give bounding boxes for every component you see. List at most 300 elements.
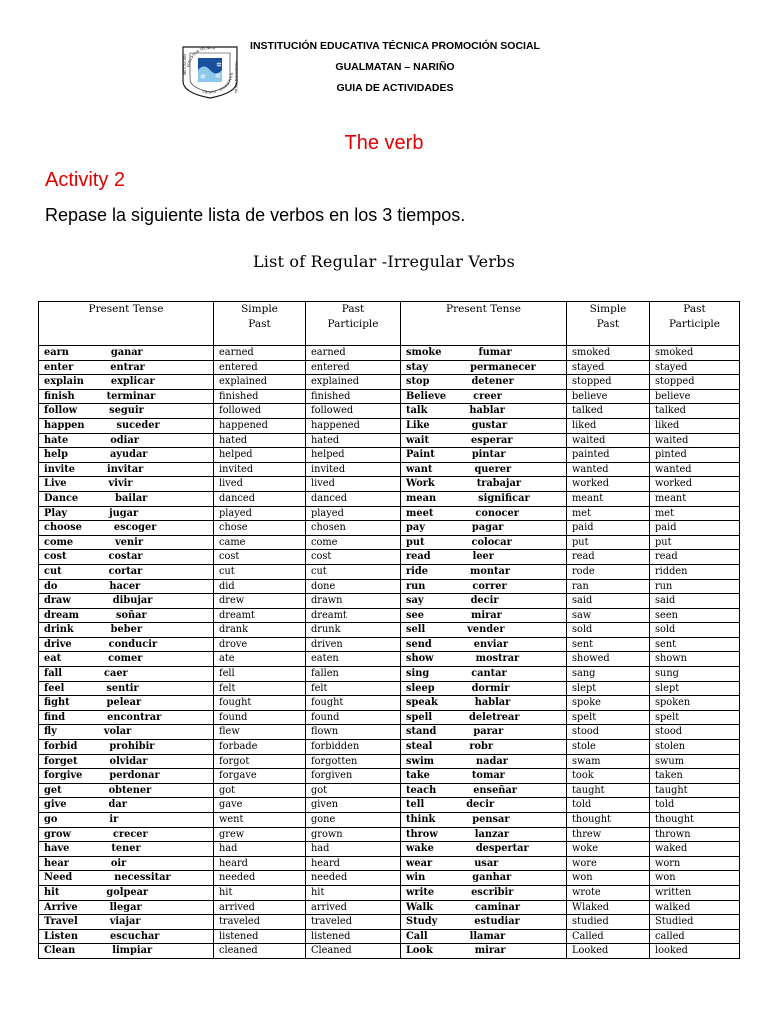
- present-tense-cell: [39, 360, 214, 375]
- present-tense-cell: [39, 842, 214, 857]
- present-tense-cell: [401, 710, 567, 725]
- spanish-translation: cortar: [108, 565, 143, 577]
- simple-past-cell: wrote: [567, 885, 650, 900]
- column-header-present-tense: [401, 302, 567, 346]
- svg-text:INSTITUCIÓN: INSTITUCIÓN: [183, 54, 187, 75]
- spanish-translation: cantar: [471, 668, 507, 680]
- spanish-translation: prohibir: [109, 741, 155, 753]
- past-participle-cell: Studied: [650, 915, 740, 930]
- past-participle-cell: called: [650, 929, 740, 944]
- past-participle-cell: forbidden: [306, 740, 401, 755]
- past-participle-cell: come: [306, 535, 401, 550]
- table-row: [39, 389, 740, 404]
- past-participle-cell: worked: [650, 477, 740, 492]
- past-participle-cell: written: [650, 885, 740, 900]
- present-tense-cell: [401, 754, 567, 769]
- past-participle-cell: lived: [306, 477, 401, 492]
- table-row: [39, 725, 740, 740]
- past-participle-cell: shown: [650, 652, 740, 667]
- simple-past-cell: ate: [214, 652, 306, 667]
- column-header-simple-past: [567, 302, 650, 346]
- simple-past-cell: listened: [214, 929, 306, 944]
- simple-past-cell: worked: [567, 477, 650, 492]
- present-tense-cell: [401, 448, 567, 463]
- past-participle-cell: meant: [650, 491, 740, 506]
- table-row: [39, 506, 740, 521]
- present-tense-cell: [401, 783, 567, 798]
- present-tense-cell: [401, 564, 567, 579]
- svg-text:✲: ✲: [216, 61, 222, 69]
- present-tense-cell: [39, 754, 214, 769]
- present-tense-cell: [401, 521, 567, 536]
- simple-past-cell: drank: [214, 623, 306, 638]
- english-verb: follow: [44, 405, 78, 417]
- simple-past-cell: got: [214, 783, 306, 798]
- simple-past-cell: stole: [567, 740, 650, 755]
- english-verb: find: [44, 711, 66, 723]
- past-participle-cell: dreamt: [306, 608, 401, 623]
- spanish-translation: necessitar: [114, 872, 171, 884]
- simple-past-cell: grew: [214, 827, 306, 842]
- present-tense-cell: [39, 477, 214, 492]
- english-verb: give: [44, 799, 67, 811]
- spanish-translation: limpiar: [112, 945, 153, 957]
- past-participle-cell: Cleaned: [306, 944, 401, 959]
- column-header-line: Present Tense: [446, 303, 521, 315]
- spanish-translation: escuchar: [110, 930, 160, 942]
- spanish-translation: oir: [110, 857, 127, 869]
- english-verb: eat: [44, 653, 62, 665]
- english-verb: come: [44, 536, 74, 548]
- simple-past-cell: spelt: [567, 710, 650, 725]
- spanish-translation: correr: [472, 580, 507, 592]
- column-header-line: Participle: [669, 317, 720, 330]
- simple-past-cell: stopped: [567, 375, 650, 390]
- past-participle-cell: arrived: [306, 900, 401, 915]
- present-tense-cell: [401, 740, 567, 755]
- spanish-translation: viajar: [109, 916, 141, 928]
- spanish-translation: caminar: [475, 901, 521, 913]
- english-verb: Listen: [44, 930, 79, 942]
- english-verb: explain: [44, 376, 84, 388]
- simple-past-cell: meant: [567, 491, 650, 506]
- column-header-simple-past: [214, 302, 306, 346]
- english-verb: tell: [406, 799, 425, 811]
- present-tense-cell: [401, 375, 567, 390]
- simple-past-cell: won: [567, 871, 650, 886]
- english-verb: throw: [406, 828, 438, 840]
- spanish-translation: volar: [103, 726, 132, 738]
- past-participle-cell: fought: [306, 696, 401, 711]
- simple-past-cell: finished: [214, 389, 306, 404]
- present-tense-cell: [39, 462, 214, 477]
- simple-past-cell: read: [567, 550, 650, 565]
- present-tense-cell: [401, 652, 567, 667]
- english-verb: Clean: [44, 945, 76, 957]
- spanish-translation: soñar: [115, 609, 147, 621]
- present-tense-cell: [39, 813, 214, 828]
- present-tense-cell: [401, 462, 567, 477]
- spanish-translation: detener: [471, 376, 514, 388]
- spanish-translation: perdonar: [109, 770, 160, 782]
- present-tense-cell: [401, 725, 567, 740]
- simple-past-cell: Looked: [567, 944, 650, 959]
- spanish-translation: trabajar: [476, 478, 521, 490]
- english-verb: hate: [44, 434, 69, 446]
- present-tense-cell: [39, 375, 214, 390]
- simple-past-cell: stayed: [567, 360, 650, 375]
- spanish-translation: ganhar: [472, 872, 512, 884]
- present-tense-cell: [401, 871, 567, 886]
- present-tense-cell: [39, 725, 214, 740]
- english-verb: choose: [44, 522, 82, 534]
- english-verb: Paint: [406, 449, 435, 461]
- english-verb: get: [44, 784, 62, 796]
- simple-past-cell: danced: [214, 491, 306, 506]
- present-tense-cell: [39, 448, 214, 463]
- past-participle-cell: stayed: [650, 360, 740, 375]
- simple-past-cell: arrived: [214, 900, 306, 915]
- present-tense-cell: [401, 535, 567, 550]
- spanish-translation: golpear: [106, 886, 149, 898]
- simple-past-cell: happened: [214, 418, 306, 433]
- english-verb: have: [44, 843, 70, 855]
- past-participle-cell: slept: [650, 681, 740, 696]
- simple-past-cell: invited: [214, 462, 306, 477]
- spanish-translation: hablar: [469, 405, 505, 417]
- svg-text:✲: ✲: [200, 73, 206, 81]
- spanish-translation: hacer: [109, 580, 141, 592]
- simple-past-cell: forgot: [214, 754, 306, 769]
- past-participle-cell: given: [306, 798, 401, 813]
- past-participle-cell: waited: [650, 433, 740, 448]
- past-participle-cell: forgiven: [306, 769, 401, 784]
- simple-past-cell: swam: [567, 754, 650, 769]
- present-tense-cell: [401, 579, 567, 594]
- past-participle-cell: thought: [650, 813, 740, 828]
- spanish-translation: creer: [473, 390, 502, 402]
- english-verb: see: [406, 609, 424, 621]
- english-verb: Live: [44, 478, 67, 490]
- english-verb: steal: [406, 741, 433, 753]
- english-verb: Like: [406, 419, 430, 431]
- simple-past-cell: sent: [567, 637, 650, 652]
- past-participle-cell: got: [306, 783, 401, 798]
- column-header-line: Past: [596, 317, 620, 330]
- past-participle-cell: looked: [650, 944, 740, 959]
- spanish-translation: usar: [474, 857, 499, 869]
- simple-past-cell: did: [214, 579, 306, 594]
- spanish-translation: ganar: [110, 347, 143, 358]
- past-participle-cell: danced: [306, 491, 401, 506]
- simple-past-cell: cut: [214, 564, 306, 579]
- spanish-translation: fumar: [478, 347, 512, 358]
- english-verb: fall: [44, 668, 63, 680]
- column-header-line: Participle: [327, 317, 379, 330]
- english-verb: Play: [44, 507, 68, 519]
- past-participle-cell: eaten: [306, 652, 401, 667]
- present-tense-cell: [401, 418, 567, 433]
- simple-past-cell: painted: [567, 448, 650, 463]
- table-row: [39, 418, 740, 433]
- spanish-translation: vivir: [108, 478, 133, 490]
- spanish-translation: vender: [467, 624, 505, 636]
- past-participle-cell: heard: [306, 856, 401, 871]
- simple-past-cell: spoke: [567, 696, 650, 711]
- english-verb: teach: [406, 784, 437, 796]
- simple-past-cell: found: [214, 710, 306, 725]
- present-tense-cell: [401, 550, 567, 565]
- simple-past-cell: thought: [567, 813, 650, 828]
- simple-past-cell: cleaned: [214, 944, 306, 959]
- past-participle-cell: played: [306, 506, 401, 521]
- table-row: [39, 652, 740, 667]
- present-tense-cell: [39, 521, 214, 536]
- spanish-translation: parar: [473, 726, 504, 738]
- table-row: [39, 783, 740, 798]
- table-row: [39, 667, 740, 682]
- present-tense-cell: [401, 433, 567, 448]
- english-verb: want: [406, 463, 433, 475]
- spanish-translation: terminar: [106, 390, 156, 402]
- past-participle-cell: done: [306, 579, 401, 594]
- svg-text:EDUCATIVA TÉCNICA: EDUCATIVA TÉCNICA: [186, 45, 216, 68]
- english-verb: forgive: [44, 770, 83, 782]
- spanish-translation: invitar: [107, 463, 144, 475]
- present-tense-cell: [401, 856, 567, 871]
- english-verb: Need: [44, 872, 73, 884]
- simple-past-cell: had: [214, 842, 306, 857]
- past-participle-cell: listened: [306, 929, 401, 944]
- page-title: The verb: [344, 132, 424, 154]
- table-row: [39, 594, 740, 609]
- table-row: [39, 871, 740, 886]
- past-participle-cell: traveled: [306, 915, 401, 930]
- spanish-translation: mirar: [474, 945, 506, 957]
- english-verb: Arrive: [44, 901, 78, 913]
- past-participle-cell: finished: [306, 389, 401, 404]
- table-row: [39, 462, 740, 477]
- english-verb: draw: [44, 595, 71, 607]
- simple-past-cell: drove: [214, 637, 306, 652]
- table-row: [39, 550, 740, 565]
- simple-past-cell: gave: [214, 798, 306, 813]
- spanish-translation: sentir: [106, 682, 139, 694]
- spanish-translation: obtener: [108, 784, 152, 796]
- simple-past-cell: said: [567, 594, 650, 609]
- present-tense-cell: [401, 491, 567, 506]
- table-row: [39, 346, 740, 361]
- table-row: [39, 433, 740, 448]
- spanish-translation: venir: [115, 536, 144, 548]
- past-participle-cell: taught: [650, 783, 740, 798]
- english-verb: sing: [406, 668, 430, 680]
- english-verb: Dance: [44, 492, 79, 504]
- spanish-translation: dormir: [471, 682, 510, 694]
- simple-past-cell: entered: [214, 360, 306, 375]
- present-tense-cell: [39, 827, 214, 842]
- table-row: [39, 813, 740, 828]
- simple-past-cell: Wlaked: [567, 900, 650, 915]
- simple-past-cell: sold: [567, 623, 650, 638]
- simple-past-cell: flew: [214, 725, 306, 740]
- past-participle-cell: felt: [306, 681, 401, 696]
- past-participle-cell: taken: [650, 769, 740, 784]
- english-verb: talk: [406, 405, 428, 417]
- past-participle-cell: needed: [306, 871, 401, 886]
- spanish-translation: caer: [104, 668, 128, 680]
- simple-past-cell: smoked: [567, 346, 650, 361]
- school-header: [228, 36, 562, 99]
- past-participle-cell: met: [650, 506, 740, 521]
- spanish-translation: estudiar: [474, 916, 520, 928]
- spanish-translation: pagar: [471, 522, 504, 534]
- simple-past-cell: played: [214, 506, 306, 521]
- present-tense-cell: [39, 594, 214, 609]
- english-verb: mean: [406, 492, 437, 504]
- present-tense-cell: [39, 550, 214, 565]
- present-tense-cell: [401, 346, 567, 361]
- english-verb: win: [406, 872, 426, 884]
- column-header-line: Present Tense: [88, 303, 164, 315]
- past-participle-cell: hit: [306, 885, 401, 900]
- simple-past-cell: drew: [214, 594, 306, 609]
- spanish-translation: dibujar: [112, 595, 153, 607]
- past-participle-cell: sent: [650, 637, 740, 652]
- past-participle-cell: explained: [306, 375, 401, 390]
- past-participle-cell: won: [650, 871, 740, 886]
- activity-heading: Activity 2: [45, 169, 126, 191]
- simple-past-cell: wanted: [567, 462, 650, 477]
- simple-past-cell: woke: [567, 842, 650, 857]
- simple-past-cell: taught: [567, 783, 650, 798]
- table-row: [39, 608, 740, 623]
- english-verb: write: [406, 886, 435, 898]
- spanish-translation: entrar: [110, 361, 145, 373]
- past-participle-cell: chosen: [306, 521, 401, 536]
- present-tense-cell: [39, 506, 214, 521]
- spanish-translation: ayudar: [109, 449, 148, 461]
- spanish-translation: odiar: [110, 434, 139, 446]
- table-row: [39, 535, 740, 550]
- english-verb: ride: [406, 565, 428, 577]
- present-tense-cell: [39, 404, 214, 419]
- past-participle-cell: invited: [306, 462, 401, 477]
- present-tense-cell: [39, 929, 214, 944]
- institution-name: INSTITUCIÓN EDUCATIVA TÉCNICA PROMOCIÓN SOCIAL: [250, 40, 540, 52]
- english-verb: swim: [406, 755, 435, 767]
- past-participle-cell: fallen: [306, 667, 401, 682]
- present-tense-cell: [39, 346, 214, 361]
- column-header-past-participle: [306, 302, 401, 346]
- simple-past-cell: needed: [214, 871, 306, 886]
- past-participle-cell: hated: [306, 433, 401, 448]
- simple-past-cell: slept: [567, 681, 650, 696]
- column-header-line: Simple: [241, 303, 278, 315]
- table-row: [39, 448, 740, 463]
- spanish-translation: esperar: [471, 434, 513, 446]
- past-participle-cell: earned: [306, 346, 401, 361]
- present-tense-cell: [401, 827, 567, 842]
- table-body: [39, 346, 740, 959]
- english-verb: spell: [406, 711, 433, 723]
- city-name: GUALMATAN – NARIÑO: [335, 61, 455, 73]
- present-tense-cell: [401, 696, 567, 711]
- past-participle-cell: paid: [650, 521, 740, 536]
- present-tense-cell: [39, 652, 214, 667]
- past-participle-cell: ridden: [650, 564, 740, 579]
- english-verb: cost: [44, 551, 67, 563]
- simple-past-cell: followed: [214, 404, 306, 419]
- past-participle-cell: followed: [306, 404, 401, 419]
- simple-past-cell: put: [567, 535, 650, 550]
- past-participle-cell: said: [650, 594, 740, 609]
- english-verb: smoke: [406, 347, 442, 358]
- present-tense-cell: [39, 608, 214, 623]
- present-tense-cell: [39, 564, 214, 579]
- spanish-translation: querer: [474, 463, 512, 475]
- english-verb: hear: [44, 857, 69, 869]
- verb-table: [38, 301, 740, 959]
- past-participle-cell: forgotten: [306, 754, 401, 769]
- present-tense-cell: [401, 842, 567, 857]
- english-verb: sell: [406, 624, 426, 636]
- spanish-translation: colocar: [471, 536, 512, 548]
- spanish-translation: olvidar: [109, 755, 148, 767]
- spanish-translation: comer: [108, 653, 143, 665]
- past-participle-cell: spoken: [650, 696, 740, 711]
- past-participle-cell: gone: [306, 813, 401, 828]
- english-verb: invite: [44, 463, 76, 475]
- present-tense-cell: [39, 667, 214, 682]
- present-tense-cell: [39, 535, 214, 550]
- simple-past-cell: talked: [567, 404, 650, 419]
- table-header-row: [39, 302, 740, 346]
- svg-text:PROMOCIÓN SOCIAL: PROMOCIÓN SOCIAL: [234, 61, 238, 94]
- past-participle-cell: swum: [650, 754, 740, 769]
- column-header-present-tense: [39, 302, 214, 346]
- present-tense-cell: [401, 608, 567, 623]
- past-participle-cell: entered: [306, 360, 401, 375]
- present-tense-cell: [401, 389, 567, 404]
- english-verb: wake: [406, 843, 434, 855]
- present-tense-cell: [401, 900, 567, 915]
- past-participle-cell: run: [650, 579, 740, 594]
- spanish-translation: gustar: [471, 419, 508, 431]
- simple-past-cell: Called: [567, 929, 650, 944]
- english-verb: happen: [44, 419, 85, 431]
- simple-past-cell: went: [214, 813, 306, 828]
- table-row: [39, 856, 740, 871]
- column-header-line: Past: [683, 303, 706, 315]
- table-row: [39, 579, 740, 594]
- past-participle-cell: pinted: [650, 448, 740, 463]
- simple-past-cell: studied: [567, 915, 650, 930]
- english-verb: pay: [406, 522, 425, 534]
- english-verb: Travel: [44, 916, 78, 928]
- simple-past-cell: cost: [214, 550, 306, 565]
- table-row: [39, 637, 740, 652]
- simple-past-cell: told: [567, 798, 650, 813]
- present-tense-cell: [401, 506, 567, 521]
- simple-past-cell: helped: [214, 448, 306, 463]
- present-tense-cell: [401, 623, 567, 638]
- english-verb: run: [406, 580, 426, 592]
- past-participle-cell: had: [306, 842, 401, 857]
- spanish-translation: leer: [472, 551, 494, 563]
- simple-past-cell: fell: [214, 667, 306, 682]
- spanish-translation: deletrear: [469, 711, 520, 723]
